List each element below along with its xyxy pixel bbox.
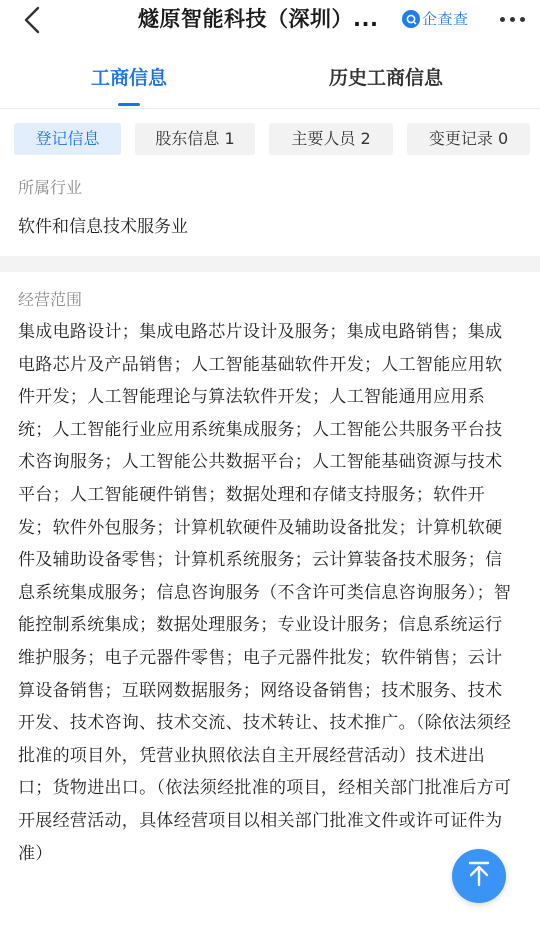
tab-history-business-info[interactable]: 历史工商信息 xyxy=(328,67,443,89)
main-tabs xyxy=(0,46,540,109)
qichacha-logo-icon xyxy=(402,10,420,28)
business-scope-label: 经营范围 xyxy=(18,290,83,309)
scroll-to-top-icon xyxy=(466,860,492,892)
industry-section xyxy=(0,170,540,256)
top-navigation-bar xyxy=(0,0,540,46)
brand-name: 企查查 xyxy=(422,10,469,28)
industry-value: 软件和信息技术服务业 xyxy=(18,217,188,237)
more-button[interactable] xyxy=(492,4,532,34)
business-scope-text: 集成电路设计；集成电路芯片设计及服务；集成电路销售；集成电路芯片及产品销售；人工智能基础软件开发；人工智能应用软件开发；人工智能理论与算法软件开发；人工智能通用应用系统；人工智能行业应用系统集成服务；人工智能公共服务平台技术咨询服务；人工智能公共数据平台；人工智能基础资源与技术平台；人工智能硬件销售；数据处理和存储支持服务；软件开发；软件外包服务；计算机软硬件及辅助设备批发；计算机软硬件及辅助设备零售；计算机系统服务；云计算装备技术服务；信息系统集成服务；信息咨询服务（不含许可类信息咨询服务）；智能控制系统集成；数据处理服务；专业设计服务；信息系统运行维护服务；电子元器件零售；电子元器件批发；软件销售；云计算设备销售；互联网数据服务；网络设备销售；技术服务、技术开发、技术咨询、技术交流、技术转让、技术推广。（除依法须经批准的项目外，凭营业执照依法自主开展经营活动）技术进出口；货物进出口。（依法须经批准的项目，经相关部门批准后方可开展经营活动，具体经营项目以相关部门批准文件或许可证件为准） xyxy=(18,322,512,864)
chip-shareholder-info[interactable]: 股东信息 1 xyxy=(135,123,255,155)
scroll-to-top-button[interactable] xyxy=(452,849,506,903)
tab-business-info[interactable]: 工商信息 xyxy=(90,67,167,89)
section-divider xyxy=(0,256,540,272)
brand-badge xyxy=(402,7,469,31)
business-scope-section xyxy=(0,272,540,934)
more-dots-icon xyxy=(497,17,527,22)
chip-registration-info[interactable]: 登记信息 xyxy=(14,123,121,155)
chip-change-records[interactable]: 变更记录 0 xyxy=(407,123,530,155)
page-title: 燧原智能科技（深圳）... xyxy=(138,7,379,31)
industry-label: 所属行业 xyxy=(18,178,83,197)
back-button[interactable] xyxy=(12,4,52,40)
active-tab-indicator xyxy=(118,103,140,106)
back-arrow-icon xyxy=(22,6,42,38)
category-chips xyxy=(0,108,540,170)
chip-key-personnel[interactable]: 主要人员 2 xyxy=(269,123,393,155)
